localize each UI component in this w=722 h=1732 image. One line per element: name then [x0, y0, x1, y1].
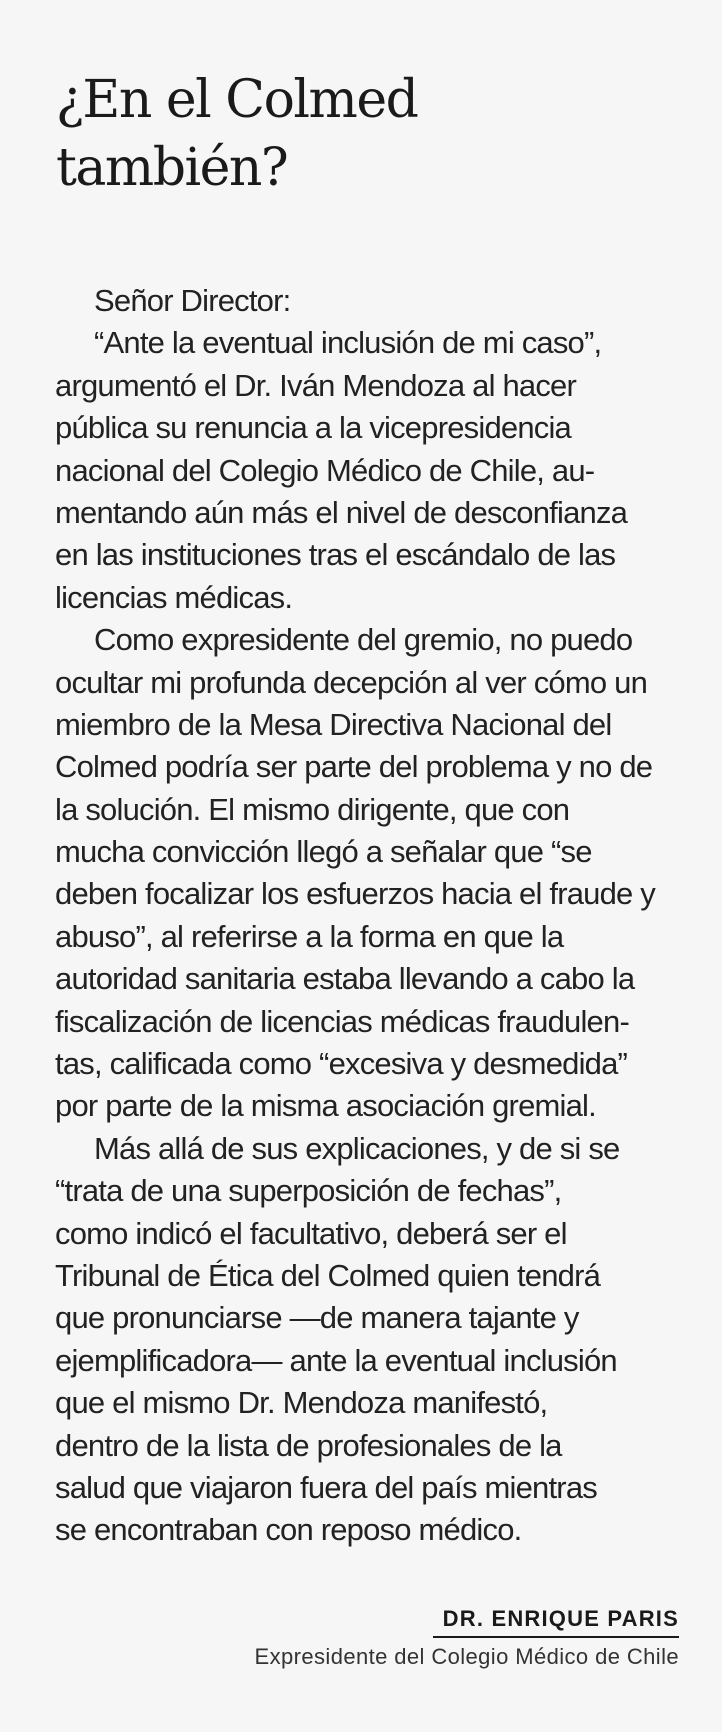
body-line: Colmed podría ser parte del problema y no de — [55, 749, 653, 785]
body-line: dentro de la lista de profesionales de la — [55, 1427, 562, 1463]
body-line: Tribunal de Ética del Colmed quien tendrá — [55, 1257, 601, 1293]
body-lines — [55, 322, 695, 1551]
body-line: ejemplificadora— ante la eventual inclusión — [55, 1342, 617, 1378]
author-name: DR. ENRIQUE PARIS — [442, 1606, 679, 1631]
body-line: miembro de la Mesa Directiva Nacional del — [55, 706, 612, 742]
body-line: mucha convicción llegó a señalar que “se — [55, 834, 592, 870]
body-line: Como expresidente del gremio, no puedo — [94, 622, 633, 658]
author-title: Expresidente del Colegio Médico de Chile — [254, 1644, 679, 1669]
body-line: “Ante la eventual inclusión de mi caso”, — [94, 325, 602, 361]
body-line: que el mismo Dr. Mendoza manifestó, — [55, 1385, 548, 1421]
body-line: abuso”, al referirse a la forma en que la — [55, 918, 564, 954]
body-line: licencias médicas. — [55, 579, 293, 615]
letter-body — [55, 280, 695, 1552]
body-line: como indicó el facultativo, deberá ser el — [55, 1215, 567, 1251]
headline — [56, 66, 676, 202]
salutation: Señor Director: — [94, 283, 291, 318]
body-line: Más allá de sus explicaciones, y de si se — [94, 1130, 620, 1166]
body-line: nacional del Colegio Médico de Chile, au- — [55, 452, 595, 488]
body-line: pública su renuncia a la vicepresidencia — [55, 410, 571, 446]
body-line: en las instituciones tras el escándalo de las — [55, 537, 616, 573]
body-line: fiscalización de licencias médicas fraudulen- — [55, 1003, 629, 1039]
body-line: salud que viajaron fuera del país mientras — [55, 1469, 597, 1505]
body-line: argumentó el Dr. Iván Mendoza al hacer — [55, 367, 577, 403]
signature — [255, 1604, 679, 1676]
body-line: que pronunciarse —de manera tajante y — [55, 1300, 579, 1336]
body-line: “trata de una superposición de fechas”, — [55, 1173, 562, 1209]
body-line: deben focalizar los esfuerzos hacia el fraude y — [55, 876, 655, 912]
body-line: la solución. El mismo dirigente, que con — [55, 791, 570, 827]
headline-line: ¿En el Colmed — [56, 70, 418, 130]
headline-line: también? — [56, 138, 288, 198]
body-line: ocultar mi profunda decepción al ver cómo un — [55, 664, 648, 700]
body-line: se encontraban con reposo médico. — [55, 1512, 522, 1548]
body-line: autoridad sanitaria estaba llevando a cabo la — [55, 961, 635, 997]
body-line: tas, calificada como “excesiva y desmedida” — [55, 1046, 628, 1082]
body-line: mentando aún más el nivel de desconfianza — [55, 494, 628, 530]
body-line: por parte de la misma asociación gremial. — [55, 1088, 596, 1124]
